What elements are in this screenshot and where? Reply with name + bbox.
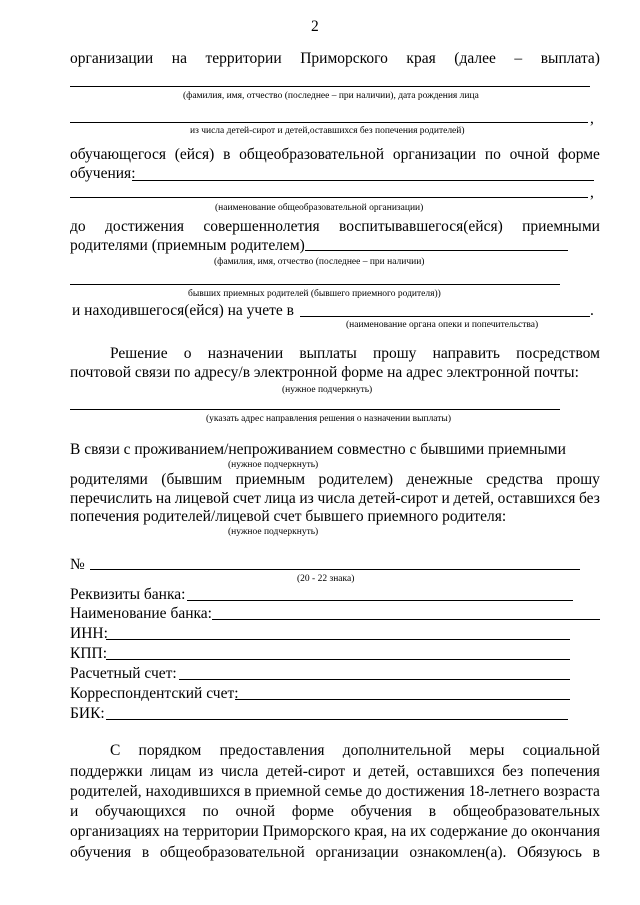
kpp-label: КПП:: [70, 645, 108, 662]
caption-guardianship-body: (наименование органа опеки и попечительства): [346, 320, 539, 330]
word: приемным: [235, 471, 306, 488]
word: общеобразовательной: [239, 146, 385, 163]
p6-line6: [70, 844, 600, 862]
word: С: [110, 742, 121, 759]
word: лица: [264, 490, 296, 507]
bik-field[interactable]: [106, 719, 568, 720]
p4-line1: [110, 345, 600, 363]
account-number-label: №: [70, 556, 85, 573]
word: Приморского: [262, 823, 351, 840]
word: и: [441, 490, 450, 507]
bik-label: БИК:: [70, 705, 105, 722]
p5-line4: попечения родителей/лицевой счет бывшего приемного родителя:: [70, 508, 507, 525]
word: 18-летнего: [468, 783, 540, 800]
word: в: [244, 783, 252, 800]
word: достижения: [104, 218, 185, 235]
word: очной: [509, 146, 550, 163]
word: родителей,: [70, 783, 142, 800]
fill-line: [70, 409, 560, 410]
word: до: [511, 823, 528, 840]
word: организации: [70, 50, 154, 67]
word: в: [428, 803, 437, 820]
p6-line1: [110, 742, 600, 760]
word: выплаты: [299, 345, 357, 362]
word: до: [366, 783, 382, 800]
fill-line: [70, 122, 588, 123]
word: до: [70, 218, 86, 235]
p2-label-obucheniya: обучения:: [70, 165, 136, 182]
word: лицевой: [174, 490, 230, 507]
word: в: [141, 844, 150, 861]
fill-line: [70, 284, 560, 285]
word: в: [223, 146, 231, 163]
p6-line2: [70, 763, 600, 781]
word: детей,: [453, 490, 494, 507]
inn-field[interactable]: [106, 639, 570, 640]
word: Приморского: [300, 50, 388, 67]
word: лицам: [150, 763, 192, 780]
word: общеобразовательных: [452, 803, 600, 820]
p5-line1: В связи с проживанием/непроживанием совместно с бывшими приемными: [70, 441, 566, 458]
word: направить: [432, 345, 500, 362]
correspondent-account-field[interactable]: [235, 699, 570, 700]
word: поддержки: [70, 763, 143, 780]
word: счет: [232, 490, 261, 507]
caption-fio: (фамилия, имя, отчество (последнее – при наличии): [214, 257, 425, 267]
word: (бывшим: [161, 471, 223, 488]
caption-orphans: из числа детей-сирот и детей,оставшихся без попечения родителей): [190, 126, 465, 136]
bank-requisites-label: Реквизиты банка:: [70, 586, 186, 603]
caption-former-parents: бывших приемных родителей (бывшего приемного родителя)): [188, 289, 441, 299]
word: без: [502, 763, 524, 780]
comma: ,: [590, 184, 594, 201]
word: назначении: [207, 345, 284, 362]
word: по: [202, 803, 219, 820]
word: обучения: [350, 803, 412, 820]
word: посредством: [516, 345, 600, 362]
word: очной: [235, 803, 275, 820]
word: в: [592, 844, 600, 861]
word: родителями: [70, 471, 148, 488]
word: детей-сирот: [358, 490, 438, 507]
word: форме: [557, 146, 600, 163]
word: числа: [220, 763, 259, 780]
word: приемной: [255, 783, 321, 800]
account-number-field[interactable]: [90, 569, 580, 570]
word: о: [183, 345, 192, 362]
word: перечислить: [70, 490, 153, 507]
fill-line: [132, 180, 594, 181]
p1-line1: [70, 50, 600, 68]
word: воспитывавшегося(ейся): [339, 218, 503, 235]
word: дополнительной: [342, 742, 452, 759]
word: (далее: [454, 50, 496, 67]
caption-underline: (нужное подчеркнуть): [228, 527, 319, 537]
p6-line3: [70, 783, 600, 801]
word: возраста: [543, 783, 600, 800]
word: на: [155, 490, 172, 507]
word: содержание: [429, 823, 508, 840]
word: семье: [324, 783, 363, 800]
word: территории: [182, 823, 259, 840]
bank-name-label: Наименование банка:: [70, 605, 212, 622]
bank-name-field[interactable]: [212, 619, 600, 620]
dot: .: [590, 302, 594, 319]
word: приемными: [522, 218, 600, 235]
word: выплата): [540, 50, 600, 67]
word: предоставления: [219, 742, 325, 759]
word: прошу: [556, 471, 600, 488]
word: совершеннолетия: [203, 218, 320, 235]
word: организации: [315, 844, 399, 861]
p3-line1: [70, 218, 600, 236]
word: на: [391, 823, 407, 840]
word: оставшихся: [416, 763, 495, 780]
caption-fio-dob: (фамилия, имя, отчество (последнее – при наличии), дата рождения лица: [183, 91, 479, 101]
correspondent-account-label: Корреспондентский счет:: [70, 685, 239, 702]
word: числа: [317, 490, 356, 507]
word: края,: [354, 823, 388, 840]
word: меры: [469, 742, 505, 759]
fill-line: [70, 197, 588, 198]
word: прошу: [372, 345, 417, 362]
caption-org-name: (наименование общеобразовательной организации): [215, 203, 424, 213]
comma: ,: [590, 110, 594, 127]
p2-line1: [70, 146, 600, 164]
kpp-field[interactable]: [106, 659, 570, 660]
p4-line2: почтовой связи по адресу/в электронной форме на адрес электронной почты:: [70, 364, 579, 381]
word: общеобразовательной: [159, 844, 305, 861]
word: социальной: [522, 742, 600, 759]
page-number: 2: [311, 18, 319, 35]
fill-line: [305, 250, 568, 251]
p6-line5: [70, 823, 600, 841]
word: из: [299, 490, 314, 507]
fill-line: [70, 86, 590, 87]
word: родителем): [318, 471, 394, 488]
word: оставшихся: [497, 490, 576, 507]
p3-label-registered: и находившегося(ейся) на учете в: [72, 302, 294, 319]
caption-digits: (20 - 22 знака): [297, 574, 355, 584]
word: без: [578, 490, 600, 507]
word: (ейся): [174, 146, 215, 163]
word: детей,: [368, 763, 410, 780]
word: –: [514, 50, 523, 67]
word: попечения: [530, 763, 600, 780]
word: достижения: [385, 783, 465, 800]
word: обучающегося: [70, 146, 166, 163]
word: и: [70, 803, 79, 820]
word: территории: [205, 50, 282, 67]
inn-label: ИНН:: [70, 625, 108, 642]
word: их: [410, 823, 427, 840]
settlement-account-label: Расчетный счет:: [70, 665, 177, 682]
bank-requisites-field[interactable]: [187, 600, 573, 601]
word: на: [163, 823, 179, 840]
word: края: [406, 50, 436, 67]
p5-line2: [70, 471, 600, 489]
caption-underline: (нужное подчеркнуть): [228, 460, 319, 470]
word: и: [352, 763, 362, 780]
word: средства: [486, 471, 543, 488]
word: находившихся: [145, 783, 241, 800]
word: форме: [291, 803, 334, 820]
caption-address: (указать адрес направления решения о назначении выплаты): [206, 414, 451, 424]
word: по: [484, 146, 501, 163]
fill-line: [300, 316, 590, 317]
word: детей-сирот: [266, 763, 346, 780]
word: денежные: [406, 471, 473, 488]
settlement-account-field[interactable]: [179, 679, 570, 680]
word: на: [171, 50, 187, 67]
p3-label-parents: родителями (приемным родителем): [70, 237, 305, 254]
word: ознакомлен(а).: [409, 844, 507, 861]
word: обучения: [70, 844, 132, 861]
word: порядком: [138, 742, 202, 759]
word: окончания: [531, 823, 600, 840]
p6-line4: [70, 803, 600, 821]
word: из: [198, 763, 214, 780]
word: организациях: [70, 823, 160, 840]
word: организации: [392, 146, 477, 163]
word: Обязуюсь: [517, 844, 582, 861]
word: Решение: [110, 345, 168, 362]
word: обучающихся: [95, 803, 186, 820]
p5-line3: [70, 490, 600, 508]
caption-underline: (нужное подчеркнуть): [282, 385, 373, 395]
